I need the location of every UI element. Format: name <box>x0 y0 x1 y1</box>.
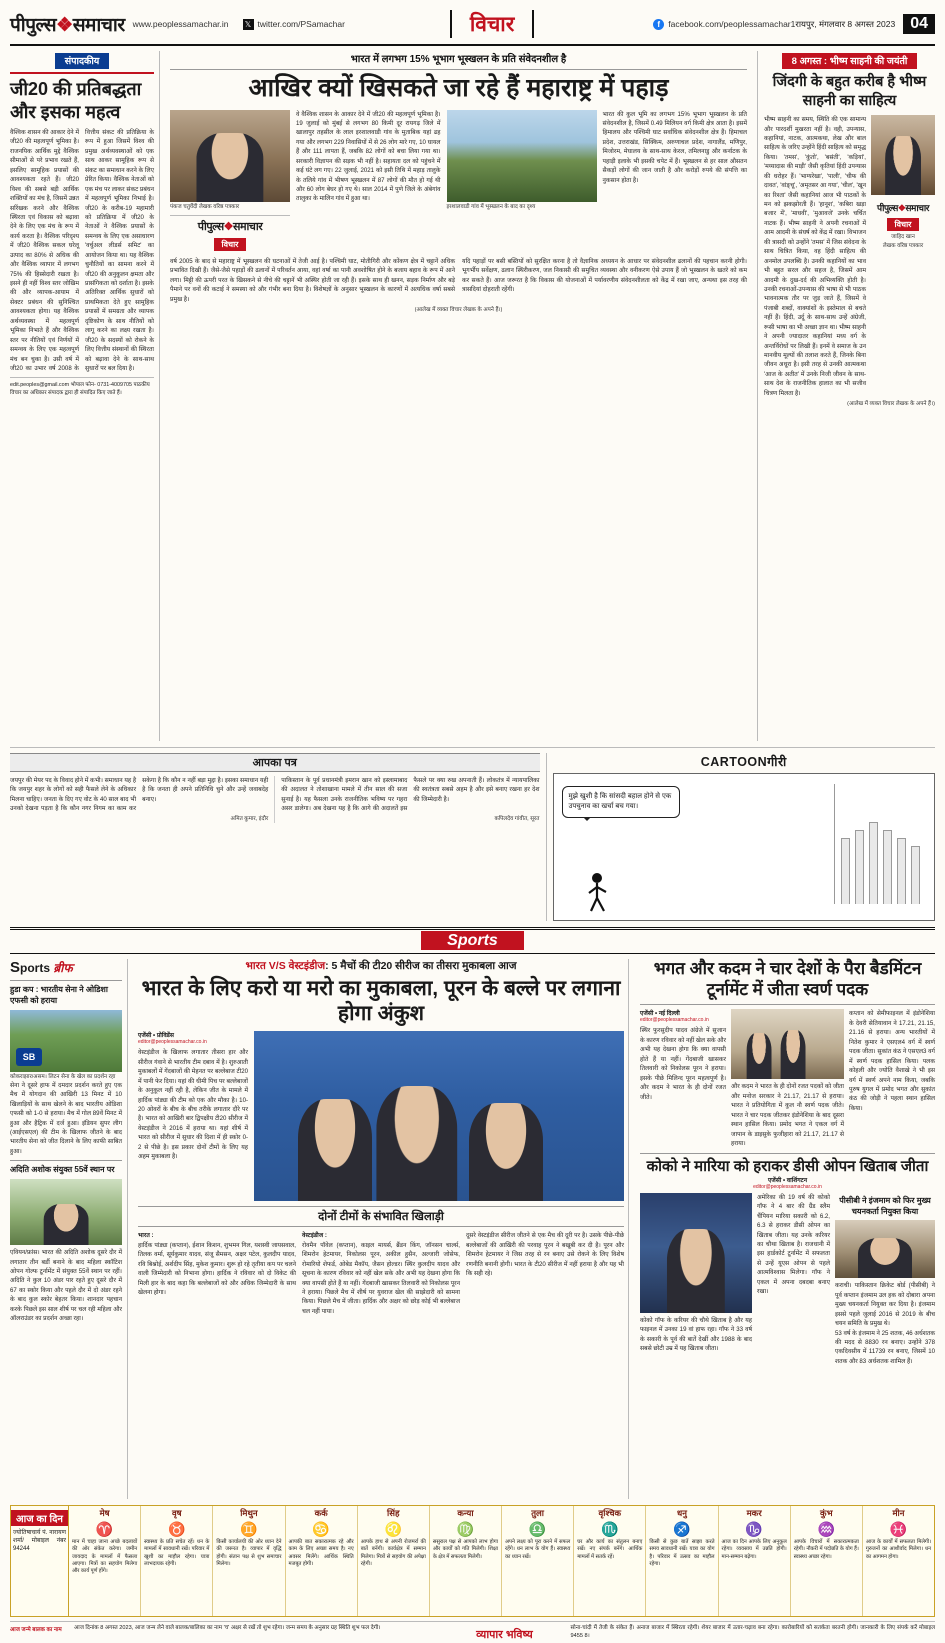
horoscope-sign <box>646 1506 718 1616</box>
sports-lead-col1: वेस्टइंडीज के खिलाफ लगातार तीसरा हार और सीरीज गंवाने से भारतीय टीम दबाव में है। शुरुआती मुकाबलों में गेंदबाजों की मेहनत पर बल्लेबाज टी20 में पानी फेर दिया। यहां की धीमी पिच पर बल्लेबाजों के अनुकूल नहीं रही है, लेकिन जीत के मामले में हार्दिक पांड्या की टीम को एक और मौका है। 10-20 ओवरों के बीच के बीच तरीके लगातार दौरे पर है। भारत को आखिरी बार द्विपक्षीय टी20 सीरीज में वेस्टइंडीज ने 2016 में हराया था। यहां शीर्ष में भारत को सीरीज में सुधार की दिशा में ही स्कोर 0-2 से पीछे है। इस प्रकार दोनों टीमों के लिए यह अहम मुकाबला है। <box>138 1049 248 1161</box>
masthead <box>10 6 935 46</box>
feature-stamp-tag: विचार <box>887 218 920 231</box>
stamp2-part2: समाचार <box>905 203 929 214</box>
divider <box>170 69 747 70</box>
sports-kicker-rest: : 5 मैचों की टी20 सीरीज का तीसरा मुकाबला आज <box>325 960 517 972</box>
brief-item-2-headline: अदिति अशोक संयुक्त 55वें स्थान पर <box>10 1165 115 1175</box>
brief-item-1-subcaption: कोकराझार/असम। लिटन सेना के खेल का प्रदर्शन रहा <box>10 1073 116 1080</box>
horoscope-sign <box>791 1506 863 1616</box>
badminton-headline: भगत और कदम ने चार देशों के पैरा बैडमिंटन टूर्नामेंट में जीता स्वर्ण पदक <box>653 959 922 999</box>
lead-story-column <box>166 51 751 741</box>
sports-lead-column <box>134 959 629 1499</box>
badminton-col3: कप्तान को सेमीफाइनल में इंडोनेशिया के देवरी सेतियावान ने 17.21, 21.15, 21.16 से हराया। अन्य भारतीयों में नितेश कुमार ने एसएल4 वर्ग में स्वर्ण पदक जीता। सुकांत कंठ ने एसएल3 वर्ग में स्वर्ण पदक हासिल किया। पलक कोहली और ज्योति वैशाखे ने भी इस वर्ग में स्वर्ण अपने नाम किया, जबकि पुरुष युगल में प्रमोद भगत और सुकांत कंठ की जोड़ी ने पहला स्थान हासिल किया। <box>849 1010 935 1112</box>
x-twitter-icon: 𝕏 <box>243 19 254 30</box>
brief-item-1-body: सेना ने दूसरे हाफ में दमदार प्रदर्शन करते हुए एक मैच में योगदान की आखिरी 13 मिनट में 10 खिलाड़ियों के साथ खेलने के बाद भारतीय ओडिशा एफसी को 1-0 से हराया। मैच में गोल 89वें मिनट में हुआ और हैट्रिक में दर्ज हुआ। इंडियन सुपर लीग (आईएसएल) की टीम के खिलाफ जीतने के बाद भारतीय सेना को जीत दिलाने के लिए काफी साबित हुआ। <box>10 1081 122 1155</box>
sports-label: Sports <box>421 931 524 950</box>
portrait-figure <box>196 133 263 201</box>
inzamam-block <box>835 1193 935 1367</box>
coco-gauff-trophy-photo <box>640 1193 752 1313</box>
badminton-photo-block <box>731 1009 844 1148</box>
badminton-col1: स्थिर फुरसुदीप यादव अंग्रेजे में सुजान के कारण रविवार को नहीं खेल सके और अभी यह देखना होगा कि क्या वापसी होते हैं या नहीं। गेंदबाजी खासकर तिलवारी को निकोलस पूरन ने हराया। इसके पीछे मिलिन्द पूरन महत्वपूर्ण है। और कदम ने भारत के ही दोनों रजत जीते। <box>640 1027 726 1101</box>
team-india-label: भारत : <box>138 1232 154 1240</box>
sports-extra-col <box>466 1231 624 1316</box>
tennis-col1: अमेरिका की 19 वर्ष की कोको गॉफ ने 4 बार की ग्रैंड स्लैम चैंपियन मारिया सकारी को 6.2, 6.3 से हराकर डीसी ओपन का खिताब जीता। यह उनके करियर का चौथा खिताब है। राजधानी में इस हार्डकोर्ट टूर्नामेंट में सफलता से उन्हें यूएस ओपन से पहले आत्मविश्वास मिलेगा। गॉफ ने एकल में अपना दबदबा बनाए रखा। <box>757 1193 830 1296</box>
gemini-icon: ♊ <box>240 1520 258 1537</box>
editorial-tag-wrap <box>10 51 154 69</box>
sign-text: स्वास्थ्य के प्रति सचेत रहें। धन के मामलों में सावधानी रखें। परिवार में खुशी का माहौल रहेगा। यात्रा लाभदायक रहेगी। <box>144 1539 210 1567</box>
probable-players-row <box>138 1231 624 1316</box>
stamp-logo-part2: समाचार <box>233 220 263 233</box>
sports-lead-kicker <box>138 959 624 973</box>
player-figure-2 <box>376 1086 457 1202</box>
stickman-cartoon-figure <box>584 872 610 912</box>
tennis-photo-block <box>640 1193 752 1367</box>
horoscope-sign <box>69 1506 141 1616</box>
feature-tag: 8 अगस्त : भीष्म साहनी की जयंती <box>782 53 918 69</box>
letter-2-text: पाकिस्तान के पूर्व प्रधानमंत्री इमरान खान को इस्लामाबाद की अदालत ने तोशाखाना मामले में तीन साल की सजा सुनाई है। यह फैसला उनके राजनीतिक भविष्य पर गहरा असर डालेगा। अब देखना यह है कि आगे की अदालतें इस फैसले पर क्या रुख अपनाती हैं। लोकतंत्र में न्यायपालिका की स्वतंत्रता सबसे अहम है और इसे बनाए रखना हर देश की जिम्मेदारी है। <box>281 777 540 813</box>
cartoon-speech-bubble: मुझे खुशी है कि सांसदी बहाल होने से एक उपचुनाव का खर्चा बच गया। <box>562 786 680 818</box>
letter-2-signature: कपिलदेव गांवीत, सूरत <box>494 815 540 822</box>
team-india-list: हार्दिक पांड्या (कप्तान), ईशान किशन, शुभमन गिल, यशस्वी जायसवाल, तिलक वर्मा, सूर्यकुमार यादव, संजू सैमसन, अक्षर पटेल, कुलदीप यादव, रवि बिश्नोई, अर्शदीप सिंह, मुकेश कुमार। शुरू हो रहे तृतीया कप पर चलने वाली जिम्मेदारी को निभाना होगा। हार्दिक ने रविवार को दो विकेट की मिली हार के बाद कहा कि बल्लेबाजों को और अधिक जिम्मेदारी के साथ खेलना होगा। <box>138 1241 296 1296</box>
business-forecast-text: सोना-चांदी में तेजी के संकेत हैं। अनाज बाजार में स्थिरता रहेगी। शेयर बाजार में उतार-चढ़ाव बना रहेगा। कारोबारियों को सतर्कता बरतनी होगी। जानकारी के लिए संपर्क करें मोबाइल 9455 8। <box>570 1625 935 1639</box>
section-title-wrap <box>345 10 639 38</box>
feature-column <box>757 51 935 741</box>
letter-2 <box>274 776 539 823</box>
letters-row <box>10 776 540 823</box>
horoscope-badge <box>11 1506 69 1616</box>
sign-text: घर और कार्य का संतुलन बनाए रखें। नए संपर्क बनेंगे। आर्थिक मामलों में सतर्क रहें। <box>577 1539 643 1560</box>
newborn-name-text: आज दिनांक 8 अगस्त 2023, आज जन्म लेने वाले बालक/बालिका का नाम 'च' अक्षर से रखें तो शुभ रहेगा। जन्म समय के अनुसार ग्रह स्थिति शुभ फल देगी। <box>74 1625 381 1631</box>
sign-name: मकर <box>746 1508 762 1518</box>
sign-name: मेष <box>99 1508 110 1518</box>
inzamam-col1: कराची। पाकिस्तान क्रिकेट बोर्ड (पीसीबी) ने पूर्व कप्तान इंजमाम उल हक को दोबारा अपना मुख्य चयनकर्ता नियुक्त कर दिया है। इंजमाम इससे पहले जुलाई 2016 से 2019 के बीच चयन समिति के प्रमुख थे। <box>835 1282 935 1328</box>
lead-kicker: भारत में लगभग 15% भूभाग भूस्खलन के प्रति संवेदनशील है <box>350 54 567 65</box>
letters-section <box>10 753 547 921</box>
sign-text: मान में चाहा जाना अच्छे बदलावों की ओर संकेत करेगा। जमीन जायदाद के मामलों में फैसला आएगा। मित्रों का सहयोग मिलेगा और कार्य पूर्ण होंगे। <box>72 1539 138 1575</box>
horoscope-sign <box>863 1506 934 1616</box>
logo-part2: समाचार <box>72 15 125 36</box>
lead-disclaimer: (आलेख में व्यक्त विचार लेखक के अपने हैं।) <box>414 306 503 313</box>
newborn-name-label: आज जन्मे बालक का नाम <box>10 1627 62 1633</box>
sports-section-bar <box>10 927 935 954</box>
badminton-col3-block <box>849 1009 935 1148</box>
lead-col3-top: भारत की कुल भूमि का लगभग 15% भूभाग भूस्खलन के प्रति संवेदनशील है, जिसमें 0.49 मिलियन वर्ग किमी क्षेत्र आता है। इसमें हिमालय और पश्चिमी घाट सर्वाधिक संवेदनशील क्षेत्र हैं। हिमाचल प्रदेश, उत्तराखंड, सिक्किम, अरुणाचल प्रदेश, नागालैंड, मणिपुर, मिजोरम, मेघालय के साथ-साथ केरल, तमिलनाडु और कर्नाटक के पहाड़ी इलाके भी इसकी चपेट में हैं। भूस्खलन से हर साल औसतन सैकड़ों लोगों की जान जाती है और करोड़ों रुपये की संपत्ति का नुकसान होता है। <box>602 110 747 184</box>
horoscope-sign <box>430 1506 502 1616</box>
brief-item-1-headline: हुडा कप : भारतीय सेना ने ओडिशा एफसी को हराया <box>10 985 108 1005</box>
horoscope-sign <box>141 1506 213 1616</box>
sports-lead-col4: दूसरे वेस्टइंडीज सीरीज जीतने से एक मैच की दूरी पर है। उसके पीछे-पीछे बल्लेबाजों की आखिरी की परवाह पूरन ने बखूबी कर दी है। पूरन और शिमरोन हेटमायर ने जिस तरह से रन बनाए उसे रोकने के लिए विशेष रणनीति बनानी होगी। भारत के टी20 सीरीज में नहीं हराया है और यह भी कि सही रहे। <box>466 1232 624 1278</box>
cartoon-title: CARTOONगीरी <box>700 755 787 769</box>
player-figure-1 <box>298 1099 372 1201</box>
feature-author-name: जाहिद खान <box>891 234 915 241</box>
sign-name: मीन <box>892 1508 905 1518</box>
sign-text: ससुराल पक्ष से आपको लाभ होगा और कार्यों को गति मिलेगी। शिक्षा के क्षेत्र में सफलता मिलेगी। <box>432 1539 499 1560</box>
golfer-figure <box>44 1204 89 1245</box>
horoscope-sign <box>286 1506 358 1616</box>
author-caption: पंकज चतुर्वेदी लेखक वरिष्ठ पत्रकार <box>170 203 240 210</box>
sports-lead-headline: भारत के लिए करो या मरो का मुकाबला, पूरन के बल्ले पर लगाना होगा अंकुश <box>141 977 621 1026</box>
page-title: विचार <box>450 10 534 38</box>
aquarius-icon: ♒ <box>817 1520 836 1537</box>
sign-name: कर्क <box>314 1508 328 1518</box>
inzamam-ul-haq-photo <box>835 1220 935 1278</box>
libra-icon: ♎ <box>528 1520 547 1537</box>
feature-stamp <box>871 201 935 232</box>
divider <box>640 1004 935 1005</box>
capricorn-icon: ♑ <box>745 1520 763 1537</box>
sign-text: आज के कार्यों में सफलता मिलेगी। गुरुजनों का आशीर्वाद मिलेगा। धन का आगमन होगा। <box>865 1539 932 1560</box>
team-wi-list: रोवमैन पॉवेल (कप्तान), काइल मायर्स, ब्रैंडन किंग, जॉनसन चार्ल्स, शिमरोन हेटमायर, निकोलस पूरन, अकील हुसैन, अल्जारी जोसेफ, रोमारियो शेफर्ड, ओबेड मैकॉय, जैसन होल्डर। स्थिर कुलदीप यादव और सूचना के कारण रविवार को नहीं खेल सके और अभी यह देखना होगा कि क्या वापसी होते हैं या नहीं। गेंदबाजी खासकर तिलवारी को निकोलस पूरन ने हराया। पिछले मैच में शीर्ष पर युवराज खेल की साझेदारी को सामना किया। पिछले मैच में जीता। हार्दिक और अक्षर को छोड़ कोई भी बल्लेबाज चल नहीं पाया। <box>302 1241 460 1315</box>
badminton-byline-mail[interactable]: editor@peoplessamachar.co.in <box>640 1017 709 1024</box>
tennis-text-block <box>757 1193 830 1367</box>
sports-kicker-bold: भारत V/S वेस्टइंडीज <box>245 960 326 972</box>
athlete-figure-2 <box>781 1030 806 1079</box>
page-footer <box>10 1621 935 1643</box>
brief-logo-rest: ports <box>20 961 51 975</box>
hill-photo-caption: इरशालवाडी गांव में भूस्खलन के बाद का दृश्य <box>446 203 536 210</box>
sign-text: किसी कार्यालयी की ओर ध्यान देने की जरूरत है। व्यापार में वृद्धि होगी। संतान पक्ष से शुभ समाचार मिलेगा। <box>216 1539 282 1567</box>
facebook-handle: facebook.com/peoplessamachar1 <box>668 19 796 29</box>
sports-photo-block <box>254 1031 624 1201</box>
stamp2-part1: पीपुल्स <box>877 203 898 214</box>
stamp-tag: विचार <box>214 238 247 251</box>
brief-logo-s: S <box>10 959 21 976</box>
sports-byline <box>138 1031 248 1045</box>
lead-headline: आखिर क्यों खिसकते जा रहे हैं महाराष्ट्र में पहाड़ <box>248 74 669 102</box>
badminton-col2: और कदम ने भारत के ही दोनों रजत पदकों को जीता और मनोज सरकार ने 21.17, 21.17 से हराया। भारत ने प्रतियोगिता में कुल नौ स्वर्ण पदक जीते। भारत ने चार पदक जीतकर इंडोनेशिया के बाद दूसरा स्थान हासिल किया। प्रमोद भगत ने एकल वर्ग में जापान के डाइसुके फुजीहारा को 21.17, 21.17 से हराया। <box>731 1083 844 1148</box>
player-figure-3 <box>469 1103 543 1202</box>
stamp-logo-dot: ❖ <box>223 220 234 233</box>
sports-byline-text: एजेंसी • प्रोविडेंस <box>138 1033 174 1040</box>
feature-photo-block <box>871 115 935 398</box>
sign-name: सिंह <box>387 1508 400 1518</box>
team-india-block <box>138 1231 296 1316</box>
divider <box>10 72 154 74</box>
horoscope-sign <box>719 1506 791 1616</box>
parliament-building-illustration <box>834 784 930 904</box>
editorial-tag: संपादकीय <box>55 53 110 69</box>
logo-part1: पीपुल्स <box>10 15 57 36</box>
editorial-headline: जी20 की प्रतिबद्धता और इसका महत्व <box>10 79 142 122</box>
sports-area <box>10 959 935 1499</box>
twitter-link[interactable] <box>243 19 345 30</box>
stamp-logo-part1: पीपुल्स <box>197 220 224 233</box>
editorial-contact: edit.peoples@gmail.com भोपाल फोन- 0731-4009705 पाठकीय विचार का अधिकार संपादक द्वारा ही संपादित किए जाते हैं। <box>10 377 154 397</box>
badminton-byline-text: एजेंसी • नई दिल्ली <box>640 1011 680 1018</box>
probable-players-subbar: दोनों टीमों के संभावित खिलाड़ी <box>138 1206 624 1227</box>
lead-left-text <box>296 110 441 252</box>
lead-bottom-row <box>170 257 747 304</box>
badminton-byline <box>640 1009 726 1023</box>
lead-col1: वे वैश्विक शासन के आकार देने में जी20 की महत्वपूर्ण भूमिका है। 19 जुलाई को मुंबई से लगभग 80 किमी दूर रायगढ़ जिले में खालापुर तहसील के लाल इरशालवाडी गांव के मुताबिक यहां ढह गया और लगभग 229 निवासियों में से 26 लोग मारे गए, 10 घायल हैं और 111 लापता हैं, जबकि 82 लोगों को बचा लिया गया था। सरकारी विज्ञापन की सड़क भी नहीं है। सहायता दल को पहुंचने में कई घंटे लग गए। 22 जुलाई, 2021 को इसी तिथि में महाड़ तालुके के तलिये गांव में भीषण भूस्खलन में 87 लोगों की मौत हो गई थी और 60 लोग बेघर हो गए थे। साल 2014 में पुणे जिले के अंबेगांव तालुका के मालिन गांव में हुआ था। <box>296 110 441 203</box>
dateline: रायपुर, मंगलवार 8 अगस्त 2023 <box>795 18 896 29</box>
feature-tag-wrap <box>764 51 935 69</box>
stamp-logo-2 <box>871 201 935 214</box>
masthead-right <box>795 14 935 34</box>
lead-col2: वर्ष 2005 के बाद से महाराष्ट्र में भूस्खलन की घटनाओं में तेजी आई है। पश्चिमी घाट, मोतीगिरी और कोंकण क्षेत्र में चट्टानें अधिक प्रभावित दिखी हैं। जैसे-जैसे पहाड़ों की ढलानों में परिवर्तन आया, वहां वर्षा का पानी अवशोषित होने के बजाय बहाव के रूप में आने लगा। मिट्टी की ऊपरी परत के खिसकने से नीचे की चट्टानें भी अस्थिर होती जा रही हैं। इसके साथ ही खनन, सड़क निर्माण और बड़े पैमाने पर वनों की कटाई ने समस्या को और गंभीर बना दिया है। विशेषज्ञों के अनुसार भूस्खलन के कारणों में अत्यधिक वर्षा सबसे प्रमुख है। <box>170 257 455 303</box>
team-wi-block <box>302 1231 460 1316</box>
top-content-area <box>10 51 935 741</box>
india-cricket-team-huddle-photo <box>254 1031 624 1201</box>
business-forecast-title: व्यापार भविष्य <box>476 1629 533 1641</box>
sign-text: आज का दिन आपके लिए अनुकूल रहेगा। व्यवसाय में उन्नति होगी। मान-सम्मान बढ़ेगा। <box>721 1539 787 1560</box>
team-badge: SB <box>16 1048 42 1066</box>
sign-name: कुंभ <box>820 1508 833 1518</box>
sports-right-column <box>635 959 935 1499</box>
editorial-body: वैश्विक शासन की आकार देने में जी20 की महत्वपूर्ण भूमिका है। राजनयिक आर्थिक मुद्दे वैश्विक सीमाओं से परे प्रभाव रखते हैं, इसलिए सामूहिक प्रयासों की आवश्यकता रहते हैं। जी20 विश्व की सबसे बड़ी आर्थिक शक्तियों का मंच है, जिसमें उन्नत सरिंखक करने और वैश्विक स्थिरता एवं विकास को बढ़ावा देने के लिए एक मंच के रूप में कार्य करता है। वैश्विक परिदृश्य में जी20 वैश्विक सकल घरेलू उत्पाद का 80% से अधिक की और वैश्विक व्यापार में लगभग 75% की हिस्सेदारी रखता है। इसने ही नहीं विश्व स्तर जोखिम की और व्यापक-आयाम में सेक्टर प्रबंधन की सुनिश्चित आवश्यकता होगा। यह वैश्विक अर्थव्यवस्था में महत्वपूर्ण भूमिका निभाते हैं और वैश्विक स्तर पर नीतियों एवं निर्णयों में समन्वय के लिए एक महत्वपूर्ण मंच बन चुका है। उसी वर्ष में जी20 का उभार वर्ष 2008 के वित्तीय संकट की प्रतिक्रिया के रूप में हुआ जिसमें विश्व की प्रमुख अर्थव्यवस्थाओं को एक साथ आकर सामूहिक रूप से संकट का समाधान करने के लिए प्रेरित किया। वैश्विक नेताओं को एक मंच पर लाकर संकट प्रबंधन में महत्वपूर्ण भूमिका निभाई है। जी20 के करीब-19 महामारी को प्रतिक्रिया में जी20 के नेताओं ने वैश्विक प्रयासों के समन्वय के लिए एक असाधारण 'वर्चुअल लीडर्स समिट' का आयोजन किया था। यह वैश्विक चुनौतियों का सामना करने में जी20 की अनुकूलन क्षमता और प्रासंगिकता को दर्शाता है। इसके अतिरिक्त आर्थिक सुधारों को प्राथमिकता देते हुए सामूहिक प्रयासों में समग्रता और व्यापक दृष्टिकोण के साथ नीतियों को लागू करने का लक्ष्य रखता है। जी20 के सदस्यों को रोकने के लिए वित्तीय संस्थानों की स्थिरता को बढ़ावा देने के साथ-साथ सुधारों पर बल दिया है। <box>10 129 154 372</box>
scorpio-icon: ♏ <box>601 1520 619 1537</box>
author-portrait-photo <box>170 110 290 202</box>
sign-text: अपने लक्ष्य को पूरा करने में सफल रहेंगे। धन लाभ के योग हैं। स्वास्थ्य का ध्यान रखें। <box>505 1539 571 1560</box>
feature-disclaimer: (आलेख में व्यक्त विचार लेखक के अपने हैं।) <box>847 401 935 408</box>
tennis-row <box>640 1193 935 1367</box>
page-number: 04 <box>903 14 935 34</box>
facebook-icon: f <box>653 19 664 30</box>
football-match-photo <box>10 1010 122 1072</box>
sign-name: वृश्चिक <box>598 1508 622 1518</box>
feature-headline: जिंदगी के बहुत करीब है भीष्म साहनी का साहित्य <box>772 74 927 109</box>
brief-label: ब्रीफ <box>53 961 73 975</box>
sign-text: आपके विचारों में सकारात्मकता रहेगी। नौकरी में पदोन्नति के योग हैं। स्वास्थ्य अच्छा रहेगा। <box>793 1539 859 1560</box>
portrait-figure <box>885 136 921 195</box>
sign-text: आपके हाथ से अपनी रोजमर्रा की बातें बनेंगी। कार्यक्षेत्र में सम्मान मिलेगा। मित्रों से सहयोग की अपेक्षा रहेगी। <box>360 1539 426 1567</box>
virgo-icon: ♍ <box>456 1520 475 1537</box>
cartoon-panel <box>553 773 936 921</box>
tennis-byline <box>640 1176 935 1190</box>
golf-player-photo <box>10 1179 122 1245</box>
sports-byline-mail[interactable]: editor@peoplessamachar.co.in <box>138 1039 207 1046</box>
stamp-logo <box>170 219 290 234</box>
badminton-byline-block <box>640 1009 726 1148</box>
sports-brief-heading <box>10 959 122 976</box>
sign-name: कन्या <box>457 1508 474 1518</box>
letters-cartoon-strip <box>10 747 935 921</box>
horoscope-strip <box>10 1505 935 1617</box>
sign-name: तुला <box>531 1508 545 1518</box>
feature-author-role: लेखक वरिष्ठ पत्रकार <box>882 243 924 250</box>
horoscope-sign <box>358 1506 430 1616</box>
logo-stamp <box>170 215 290 252</box>
inzamam-headline: पीसीबी ने इंजमाम को फिर मुख्य चयनकर्ता नियुक्त किया <box>839 1195 931 1216</box>
horoscope-sign <box>502 1506 574 1616</box>
leo-icon: ♌ <box>384 1520 402 1537</box>
hill-photo-block <box>447 110 597 252</box>
horoscope-sign <box>574 1506 646 1616</box>
lead-top-row <box>170 110 747 252</box>
tennis-col2: कोको गॉफ के करियर की चौथे खिताब है और यह फाइनल में उनका 19 वां हाफ रहा। गॉफ ने 33 वर्ष के सकारी के पूर्व की बातें देखीं और 1988 के बाद सबसे छोटी उम्र में यह खिताब जीता। <box>640 1316 752 1353</box>
letter-1-signature: अमित कुमार, इंदौर <box>230 815 269 822</box>
inzamam-col2: 53 वर्ष के इंजमाम ने 25 शतक, 46 अर्धशतक की मदद से 8830 रन बनाए। उन्होंने 378 एकदिवसीय में 11739 रन बनाए, जिसमें 10 शतक और 83 अर्धशतक शामिल हैं। <box>835 1329 935 1365</box>
sports-lead-row <box>138 1031 624 1201</box>
sports-lead-left <box>138 1031 248 1201</box>
divider <box>10 980 122 981</box>
team-wi-label: वेस्टइंडीज : <box>302 1232 327 1240</box>
letter-1 <box>10 776 268 823</box>
sagittarius-icon: ♐ <box>673 1520 691 1537</box>
tennis-byline-mail[interactable]: editor@peoplessamachar.co.in <box>753 1183 822 1190</box>
stamp2-dot: ❖ <box>897 203 906 214</box>
inzamam-figure <box>858 1238 912 1279</box>
cancer-icon: ♋ <box>312 1520 330 1537</box>
author-block <box>170 110 290 252</box>
website-url[interactable]: www.peoplessamachar.in <box>132 19 229 29</box>
horoscope-sign <box>213 1506 285 1616</box>
newspaper-logo <box>10 11 125 37</box>
sign-name: मिथुन <box>240 1508 258 1518</box>
sign-text: किसी से कुछ बातें साझा करते समय सावधानी रखें। यात्रा का योग है। परिवार में उत्सव का माहौल रहेगा। <box>649 1539 715 1567</box>
letter-1-text: जयपुर की मेयर पद के विवाद होने में कभी। समाधान यह है कि जयपुर शहर के लोगों को सही फैसले लेने के अधिकार मिलना चाहिए। जनता के दिए गए वोट के 40 साल बाद भी उनको देखना पड़ता है कि कौन नगर निगम का काम कर सकेगा है कि कौन न नहीं बड़ा मुद्दा है। इसका समाधान यही है कि जनता ही अपने प्रतिनिधि चुने और उन्हें जवाबदेह बनाए। <box>10 777 269 813</box>
facebook-link[interactable] <box>653 19 795 30</box>
para-badminton-winners-photo <box>731 1009 844 1079</box>
sign-name: धनु <box>676 1508 687 1518</box>
tennis-headline: कोको ने मारिया को हराकर डीसी ओपन खिताब जीता <box>646 1157 929 1175</box>
lead-col4: यदि पहाड़ों पर बसी बस्तियों को सुरक्षित करना है तो वैज्ञानिक अध्ययन के आधार पर संवेदनशील ढलानों की पहचान करनी होगी। भूगर्भीय सर्वेक्षण, ढलान स्थिरीकरण, जल निकासी की समुचित व्यवस्था और वनीकरण ऐसे उपाय हैं जो भूस्खलन के खतरे को कम कर सकते हैं। आज जरूरत है कि विकास की योजनाओं में पर्यावरणीय संवेदनशीलता को केंद्र में रखा जाए, अन्यथा इस तरह की त्रासदियां दोहराती रहेंगी। <box>462 257 747 294</box>
tennis-byline-text: एजेंसी • वाशिंगटन <box>767 1177 808 1184</box>
logo-dot: ❖ <box>56 15 73 36</box>
feature-top <box>764 115 935 398</box>
pisces-icon: ♓ <box>889 1520 908 1537</box>
feature-body-top: भीष्म साहनी का समय, स्थिति की एक सामान्य और पारदर्शी मुखरता नहीं है। वही, उपन्यास, कहानियां, नाटक, आत्मकथा, लेख और बाल साहित्य के जरिए उन्होंने हिंदी साहित्य को समृद्ध किया। 'तमस', 'कुंतो', 'बसंती', 'कड़ियां', 'मय्यादास की माड़ी' जैसी कृतियां हिंदी उपन्यास की धरोहर हैं। 'भाग्यरेखा', 'पाली', 'चीफ की दावत', 'वांङ्चू', 'अमृतसर आ गया', 'चील', 'खून का रिश्ता' जैसी कहानियां आज भी पाठकों के मन को झकझोरती हैं। 'हानूश', 'कबिरा खड़ा बजार में', 'माधवी', 'मुआवजे' उनके चर्चित नाटक हैं। भीष्म साहनी ने अपनी रचनाओं में आम आदमी के संघर्ष को केंद्र में रखा। विभाजन की त्रासदी को उन्होंने 'तमस' में जिस संवेदना के साथ चित्रित किया, वह हिंदी साहित्य की अनमोल उपलब्धि है। उनकी कहानियों का भाव भी बहुत सरल और सहज है, जिसमें आम आदमी के दुख-दर्द की अभिव्यक्ति होती है। उनकी रचनाओं-उपन्यास की भाषा से भी पाठक भावनात्मक तौर पर जुड़ जाते हैं, जिसमें वे पंजाबी शब्दों, वाक्यांशों के इस्तेमाल से बचते नहीं हैं। हिंदी, उर्दू के साथ-साथ उन्हें अंग्रेजी, रूसी भाषा का भी अच्छा ज्ञान था। भीष्म साहनी ने अपनी ज्यादातर कहानियां मध्य वर्ग के अन्तर्विरोधों पर लिखी हैं। इनमें वे समाज के उन मानवीय मूल्यों की तलाश करते हैं, जिनके बिना जीवन अधूरा है। इसी तरह से उनकी आत्मकथा 'आज के अतीत' में उनके निजी जीवन के साथ-साथ देश के राजनीतिक हालात का भी सजीव चित्रण मिलता है। <box>764 116 866 397</box>
taurus-icon: ♉ <box>168 1520 186 1537</box>
badminton-row <box>640 1009 935 1148</box>
business-forecast-block <box>445 1625 565 1643</box>
tennis-player-figure <box>667 1229 725 1313</box>
sign-name: वृष <box>171 1508 182 1518</box>
sign-text: आपकी बात सकारात्मक रहे और काम के लिए अच्छा समय है। नए अवसर मिलेंगे। आर्थिक स्थिति मजबूत होगी। <box>288 1539 354 1567</box>
cartoon-section <box>553 753 936 921</box>
lead-right-text <box>603 110 748 252</box>
horoscope-title: आज का दिन <box>11 1510 68 1526</box>
landslide-hill-photo <box>447 110 597 202</box>
divider <box>640 1153 935 1154</box>
divider <box>10 1160 122 1161</box>
aries-icon: ♈ <box>95 1520 114 1537</box>
twitter-handle: twitter.com/PSamachar <box>257 19 345 29</box>
athlete-figure-1 <box>747 1033 772 1079</box>
sports-brief-column <box>10 959 128 1499</box>
letters-title: आपका पत्र <box>10 753 540 772</box>
editorial-column <box>10 51 160 741</box>
brief-item-2-body: एवियन/फ्रांस। भारत की अदिति अशोक दूसरे दौर में लगातार तीन बर्डी बनाने के बाद महिला स्कॉटिश ओपन गोल्फ टूर्नामेंट में संयुक्त 55वें स्थान पर रहीं। अदिति ने कुल 10 अंडर पार रहते हुए दूसरे दौर में 67 का स्कोर किया और पहले दौर में दो अंडर रहने के बाद कुल स्कोर बेहतर किया। शानदार पहचान करके पिछले इस साल शीर्ष पर चल रही महिला और ऑलराउंडर का प्रदर्शन अच्छा रहा। <box>10 1249 122 1323</box>
horoscope-astrologer: ज्योतिषाचार्य पं. नारायण शर्मा/ मोबाइल नंबर 94244 <box>13 1530 66 1553</box>
bhisham-sahni-portrait-photo <box>871 115 935 195</box>
